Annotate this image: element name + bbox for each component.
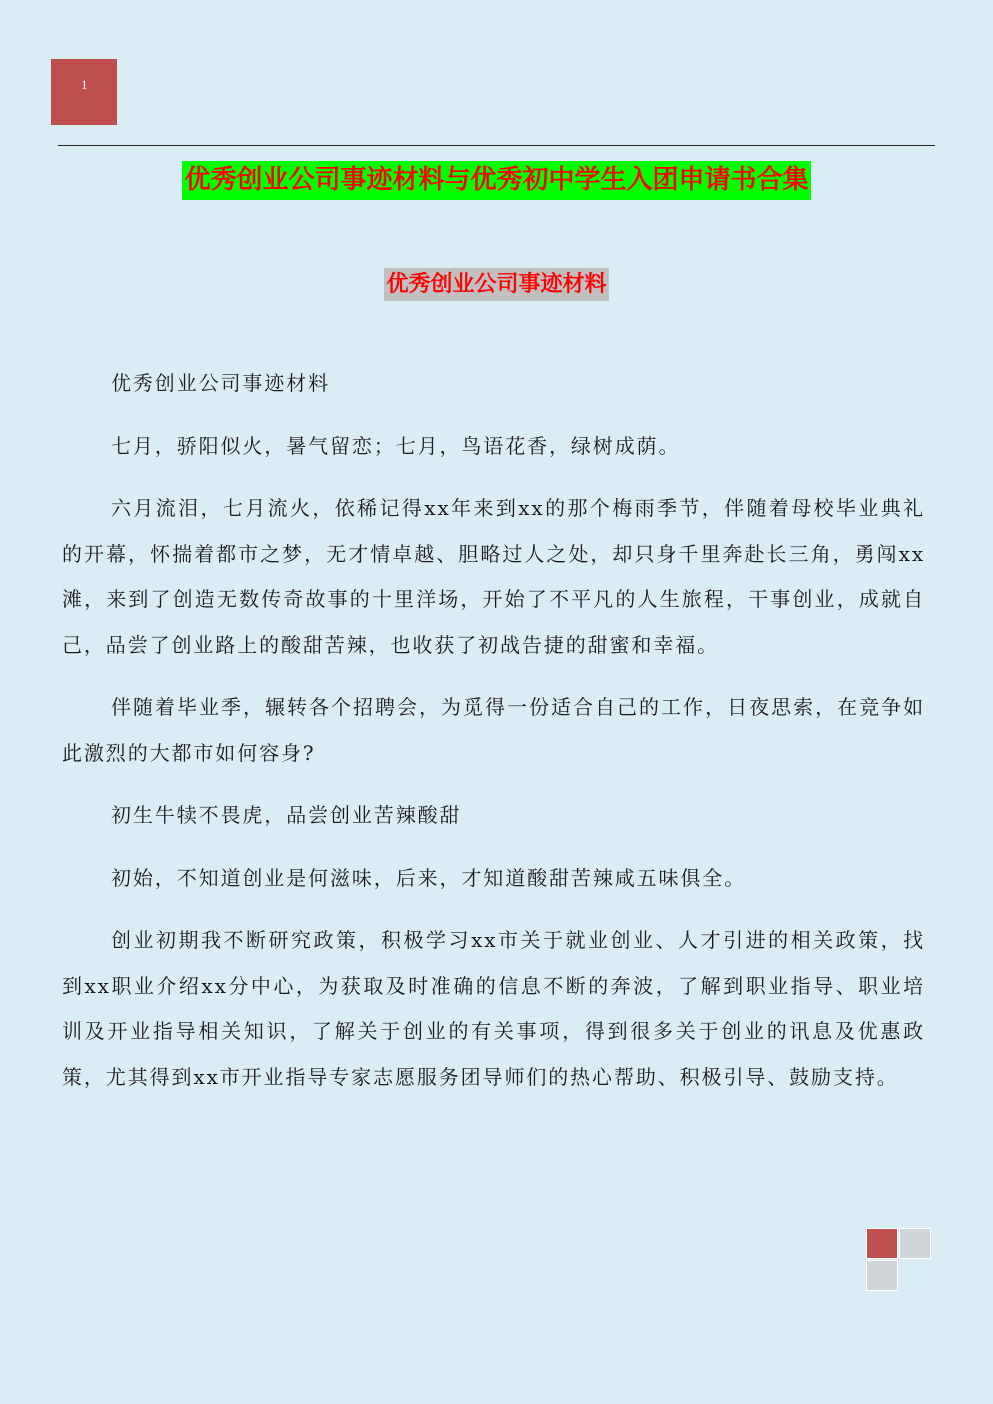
corner-decoration xyxy=(866,1228,934,1294)
section-title-container xyxy=(0,268,993,301)
deco-square-grey xyxy=(866,1260,898,1291)
paragraph: 优秀创业公司事迹材料 xyxy=(111,371,330,395)
header-divider xyxy=(58,145,935,146)
main-title: 优秀创业公司事迹材料与优秀初中学生入团申请书合集 xyxy=(182,161,810,200)
paragraph: 七月，骄阳似火，暑气留恋；七月，鸟语花香，绿树成荫。 xyxy=(111,433,681,458)
page-number-badge xyxy=(51,59,117,125)
deco-square-red xyxy=(866,1228,898,1259)
paragraph: 伴随着毕业季，辗转各个招聘会，为觅得一份适合自己的工作，日夜思索，在竞争如此激烈的大都市如何容身? xyxy=(62,695,925,765)
paragraph: 初生牛犊不畏虎，品尝创业苦辣酸甜 xyxy=(111,803,462,827)
main-title-container xyxy=(0,161,993,200)
paragraph: 六月流泪，七月流火，依稀记得xx年来到xx的那个梅雨季节，伴随着母校毕业典礼的开幕，怀揣着都市之梦，无才情卓越、胆略过人之处，却只身千里奔赴长三角，勇闯xx滩，来到了创造无数传奇故事的十里洋场，开始了不平凡的人生旅程，干事创业，成就自己，品尝了创业路上的酸甜苦辣，也收获了初战告捷的甜蜜和幸福。 xyxy=(62,496,925,657)
paragraph: 创业初期我不断研究政策，积极学习xx市关于就业创业、人才引进的相关政策，找到xx职业介绍xx分中心，为获取及时准确的信息不断的奔波，了解到职业指导、职业培训及开业指导相关知识，了解关于创业的有关事项，得到很多关于创业的讯息及优惠政策，尤其得到xx市开业指导专家志愿服务团导师们的热心帮助、积极引导、鼓励支持。 xyxy=(62,928,925,1089)
deco-square-grey xyxy=(899,1228,931,1259)
section-title: 优秀创业公司事迹材料 xyxy=(384,268,608,301)
paragraph: 初始，不知道创业是何滋味，后来，才知道酸甜苦辣咸五味俱全。 xyxy=(111,865,747,890)
document-body xyxy=(62,361,925,1117)
page-number: 1 xyxy=(81,77,88,92)
